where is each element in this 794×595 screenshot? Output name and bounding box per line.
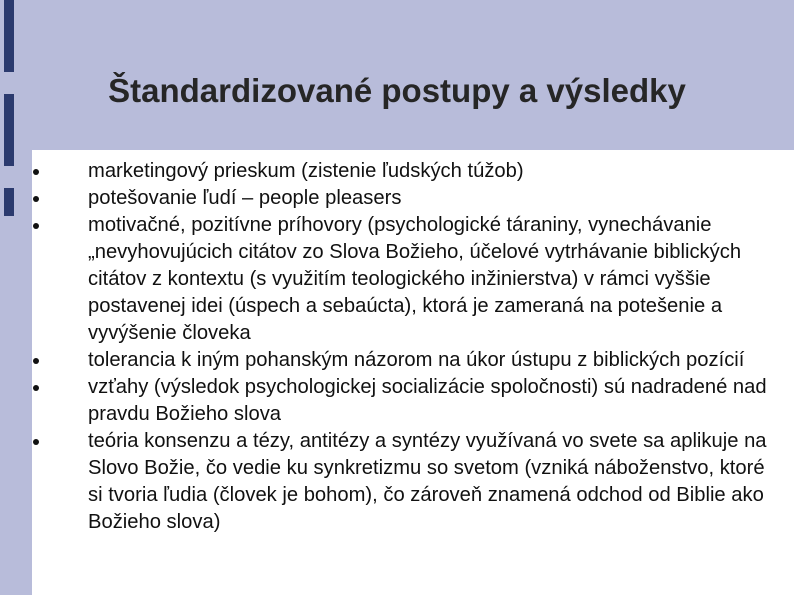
bullet-dot-icon bbox=[33, 358, 39, 364]
bullet-dot-icon bbox=[33, 169, 39, 175]
bullet-item bbox=[32, 347, 784, 374]
bullet-text: vzťahy (výsledok psychologickej socializácie spoločnosti) sú nadradené nad pravdu Božieho slova bbox=[88, 376, 767, 425]
left-decoration-bar bbox=[4, 188, 14, 216]
bullet-text: marketingový prieskum (zistenie ľudských túžob) bbox=[88, 160, 524, 182]
bullet-text: potešovanie ľudí – people pleasers bbox=[88, 187, 402, 209]
bullet-dot-icon bbox=[33, 439, 39, 445]
bullet-text: teória konsenzu a tézy, antitézy a syntézy využívaná vo svete sa aplikuje na Slovo Božie, čo vedie ku synkretizmu so svetom (vzniká náboženstvo, ktoré si tvoria ľudia (človek je bohom), čo zároveň znamená odchod od Biblie ako Božieho slova) bbox=[88, 430, 767, 533]
bullet-item bbox=[32, 185, 784, 212]
bullet-item bbox=[32, 428, 784, 536]
bullet-item bbox=[32, 374, 784, 428]
title-area bbox=[0, 0, 794, 150]
bullet-text: tolerancia k iným pohanským názorom na úkor ústupu z biblických pozícií bbox=[88, 349, 745, 371]
bullet-dot-icon bbox=[33, 223, 39, 229]
bullet-dot-icon bbox=[33, 385, 39, 391]
bullet-text: motivačné, pozitívne príhovory (psychologické táraniny, vynechávanie „nevyhovujúcich citátov zo Slova Božieho, účelové vytrhávanie biblických citátov z kontextu (s využitím teologického inžinierstva) v rámci vyššie postavenej idei (úspech a sebaúcta), ktorá je zameraná na potešenie a vyvýšenie človeka bbox=[88, 214, 742, 344]
bullet-dot-icon bbox=[33, 196, 39, 202]
content-panel bbox=[32, 150, 794, 595]
bullet-item bbox=[32, 212, 784, 347]
slide-title: Štandardizované postupy a výsledky bbox=[108, 72, 686, 109]
bullet-list bbox=[32, 150, 794, 536]
bullet-item bbox=[32, 158, 784, 185]
